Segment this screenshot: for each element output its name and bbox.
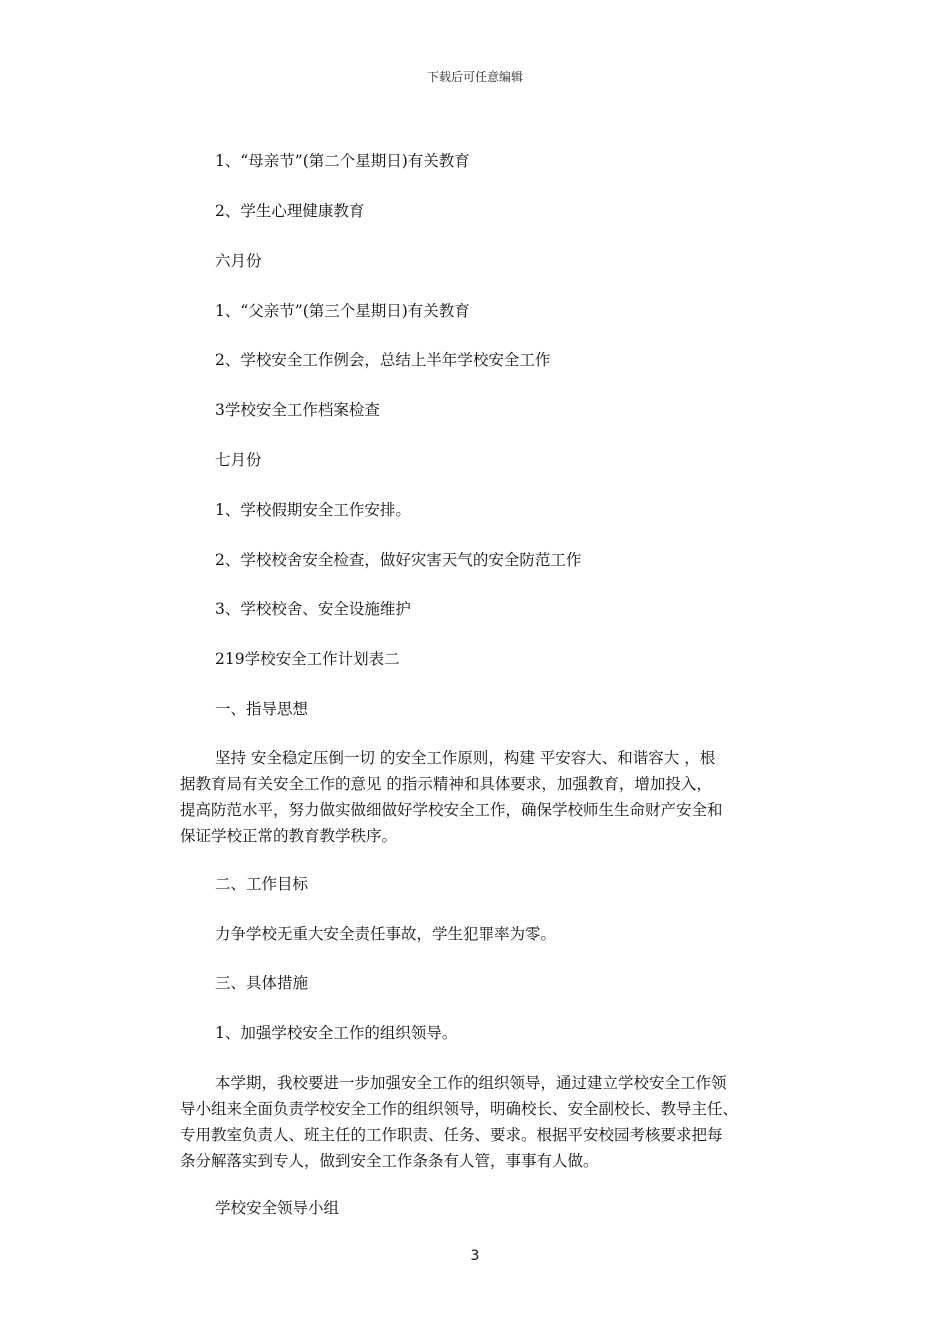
section-heading: 七月份 xyxy=(215,451,262,469)
paragraph-line: 本学期，我校要进一步加强安全工作的组织领导，通过建立学校安全工作领 xyxy=(215,1074,727,1092)
text-line: 1、加强学校安全工作的组织领导。 xyxy=(215,1024,458,1042)
text-line: 学校安全领导小组 xyxy=(215,1199,340,1217)
text-line: 2、学校安全工作例会，总结上半年学校安全工作 xyxy=(215,351,551,369)
paragraph-line: 保证学校正常的教育教学秩序。 xyxy=(180,827,398,845)
text-line: 3、学校校舍、安全设施维护 xyxy=(215,600,411,618)
section-heading: 六月份 xyxy=(215,252,262,270)
paragraph-line: 坚持 安全稳定压倒一切 的安全工作原则，构建 平安容大、和谐容大 ，根 xyxy=(215,749,716,767)
text-line: 力争学校无重大安全责任事故，学生犯罪率为零。 xyxy=(215,925,557,943)
document-title: 219学校安全工作计划表二 xyxy=(215,650,400,668)
document-header-note: 下载后可任意编辑 xyxy=(426,70,523,84)
section-heading: 一、指导思想 xyxy=(215,700,309,718)
paragraph-line: 据教育局有关安全工作的意见 的指示精神和具体要求，加强教育，增加投入， xyxy=(180,775,712,793)
section-heading: 二、工作目标 xyxy=(215,875,309,893)
section-heading: 三、具体措施 xyxy=(215,974,309,992)
text-line: 1、“母亲节”(第二个星期日)有关教育 xyxy=(215,152,470,170)
text-line: 1、学校假期安全工作安排。 xyxy=(215,501,411,519)
paragraph-organization xyxy=(180,1070,780,1174)
text-line: 3学校安全工作档案检查 xyxy=(215,401,380,419)
paragraph-line: 提高防范水平，努力做实做细做好学校安全工作，确保学校师生生命财产安全和 xyxy=(180,801,723,819)
paragraph-line: 导小组来全面负责学校安全工作的组织领导，明确校长、安全副校长、教导主任、 xyxy=(180,1100,739,1118)
paragraph-line: 专用教室负责人、班主任的工作职责、任务、要求。根据平安校园考核要求把每 xyxy=(180,1126,723,1144)
page-number: 3 xyxy=(470,1248,480,1264)
paragraph-line: 条分解落实到专人，做到安全工作条条有人管，事事有人做。 xyxy=(180,1152,599,1170)
text-line: 2、学校校舍安全检查，做好灾害天气的安全防范工作 xyxy=(215,551,582,569)
text-line: 2、学生心理健康教育 xyxy=(215,202,365,220)
text-line: 1、“父亲节”(第三个星期日)有关教育 xyxy=(215,302,470,320)
paragraph-guiding-thought xyxy=(180,745,780,849)
